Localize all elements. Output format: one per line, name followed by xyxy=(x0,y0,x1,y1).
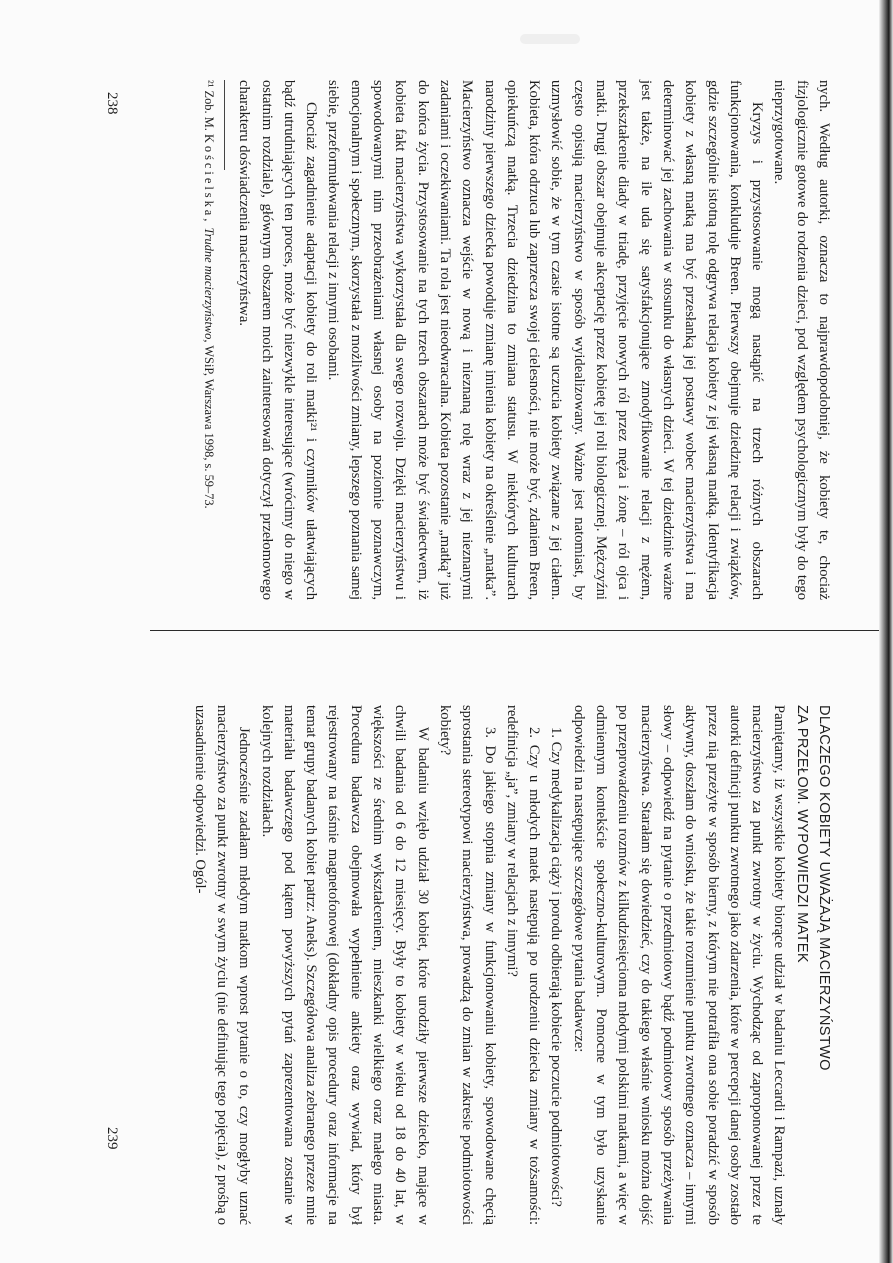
right-question-3: 3. Do jakiego stopnia zmiany w funkcjonowaniu kobiety, spowodowane chęcią sprostania stereotypowi macierzyństwa, prowadzą do zmian w zakresie podmiotowości kobiety? xyxy=(436,705,498,1225)
right-paragraph-1: Pamiętamy, iż wszystkie kobiety biorące udział w badaniu Leccardi i Rampazi, uznały macierzyństwo za punkt zwrotny w życiu. Wychodząc od zaproponowanej przez te autorki definicji punktu zwrotnego jako zdarzenia, które w percepcji danej osoby zostało przez nią przeżyte w sposób bierny, z którym nie potrafiła ona sobie poradzić w sposób aktywny, doszłam do wniosku, że takie rozumienie punktu zwrotnego oznacza – innymi słowy – odpowiedź na pytanie o przedmiotowy bądź podmiotowy sposób przeżywania macierzyństwa. Starałam się dowiedzieć, czy do takiego właśnie wniosku można dojść po przeprowadzeniu rozmów z kilkudziesięcioma młodymi polskimi matkami, a więc w odmiennym kontekście społeczno-kulturowym. Pomocne w tym było uzyskanie odpowiedzi na następujące szczegółowe pytania badawcze: xyxy=(570,705,788,1225)
footnote-rule xyxy=(224,80,225,170)
page-number-right: 239 xyxy=(104,1127,120,1150)
left-paragraph-3: Chociaż zagadnienie adaptacji kobiety do roli matki²¹ i czynników ułatwiających bądź utrudniających ten proces, może być niezwykle interesujące (wrócimy do niego w ostatnim rozdziale), głównym obszarem moich zainteresowań dotyczył przełomowego charakteru doświadczenia macierzyństwa. xyxy=(236,80,320,600)
page-number-left: 238 xyxy=(104,92,120,115)
scan-smudge xyxy=(520,34,580,44)
scan-edge-shadow xyxy=(879,0,893,1263)
chapter-heading-line-1: DLACZEGO KOBIETY UWAŻAJĄ MACIERZYŃSTWO xyxy=(816,705,832,1071)
footnote-marker: ²¹ xyxy=(201,80,216,88)
footnote xyxy=(200,80,218,600)
page-gutter xyxy=(150,630,890,631)
right-paragraph-3: Jednocześnie zadałam młodym matkom wprost pytanie o to, czy mogłyby uznać macierzyństwo za punkt zwrotny w swym życiu (nie definiując tego pojęcia), z prośbą o uzasadnienie odpowiedzi. Ogól- xyxy=(191,705,253,1225)
left-page xyxy=(55,80,835,600)
footnote-pre: Zob. M. xyxy=(201,90,216,131)
footnote-author: Kościelska, xyxy=(201,133,216,225)
footnote-rest: WSiP, Warszawa 1998, s. 59–73. xyxy=(201,345,216,509)
chapter-heading-line-2: ZA PRZEŁOM. WYPOWIEDZI MATEK xyxy=(793,705,810,963)
right-page xyxy=(75,705,835,1225)
left-paragraph-2: Kryzys i przystosowanie mogą nastąpić na trzech różnych obszarach funkcjonowania, konkluduje Breen. Pierwszy obejmuje dziedzinę relacji i związków, gdzie szczególnie istotną rolę odgrywa relacja kobiety z jej własną matką. Identyfikacja kobiety z własną matką ma być przesłanką jej postawy wobec macierzyństwa i ma determinować jej zachowania w stosunku do własnych dzieci. W tej dziedzinie ważne jest także, na ile uda się satysfakcjonujące zmodyfikowanie relacji z mężem, przekształcenie diady w triadę, przyjęcie nowych ról przez męża i żonę – ról ojca i matki. Drugi obszar obejmuje akceptację przez kobietę jej roli biologicznej. Mężczyźni często opisują macierzyństwo w sposób wyidealizowany. Ważne jest natomiast, by uzmysłowić sobie, że w tym czasie istotne są uczucia kobiety związane z jej ciałem. Kobieta, która odrzuca lub zaprzecza swojej cielesności, nie może być, zdaniem Breen, opiekuńczą matką. Trzecia dziedzina to zmiana statusu. W niektórych kulturach narodziny pierwszego dziecka powoduje zmianę imienia kobiety na określenie „matka”. Macierzyństwo oznacza wejście w nową i nieznaną rolę wraz z jej nieznanymi zadaniami i oczekiwaniami. Ta rola jest nieodwracalna. Kobieta pozostanie „matką” już do końca życia. Przystosowanie na tych trzech obszarach może być świadectwem, iż kobieta fakt macierzyństwa wykorzystała dla swego rozwoju. Dzięki macierzyństwu i spowodowanymi nim przeobrażeniami własnej osoby na poziomie poznawczym, emocjonalnym i społecznym, skorzystała z możliwości zmiany, lepszego poznania samej siebie, przeformułowania relacji z innymi osobami. xyxy=(325,80,766,600)
right-question-2: 2. Czy u młodych matek następują po urodzeniu dziecka zmiany w tożsamości: redefinicja „ja”, zmiany w relacjach z innymi? xyxy=(503,705,543,1225)
footnote-title: Trudne macierzyństwo, xyxy=(201,227,216,343)
left-paragraph-1: nych. Według autorki, oznacza to najprawdopodobniej, że kobiety te, chociaż fizjologicznie gotowe do rodzenia dzieci, pod względem psychologicznym były do tego nieprzygotowane. xyxy=(771,80,832,600)
right-paragraph-2: W badaniu wzięło udział 30 kobiet, które urodziły pierwsze dziecko, mające w chwili badania od 6 do 12 miesięcy. Były to kobiety w wieku od 18 do 40 lat, w większości ze średnim wykształceniem, mieszkanki wielkiego oraz małego miasta. Procedura badawcza obejmowała wypełnienie ankiety oraz wywiad, który był rejestrowany na taśmie magnetofonowej (dokładny opis procedury oraz informacje na temat grupy badanych kobiet patrz: Aneks). Szczegółowa analiza zebranego przeze mnie materiału badawczego pod kątem powyższych pytań zaprezentowana zostanie w kolejnych rozdziałach. xyxy=(258,705,431,1225)
right-question-1: 1. Czy medykalizacja ciąży i porodu odbierają kobiecie poczucie podmiotowości? xyxy=(548,727,565,1207)
